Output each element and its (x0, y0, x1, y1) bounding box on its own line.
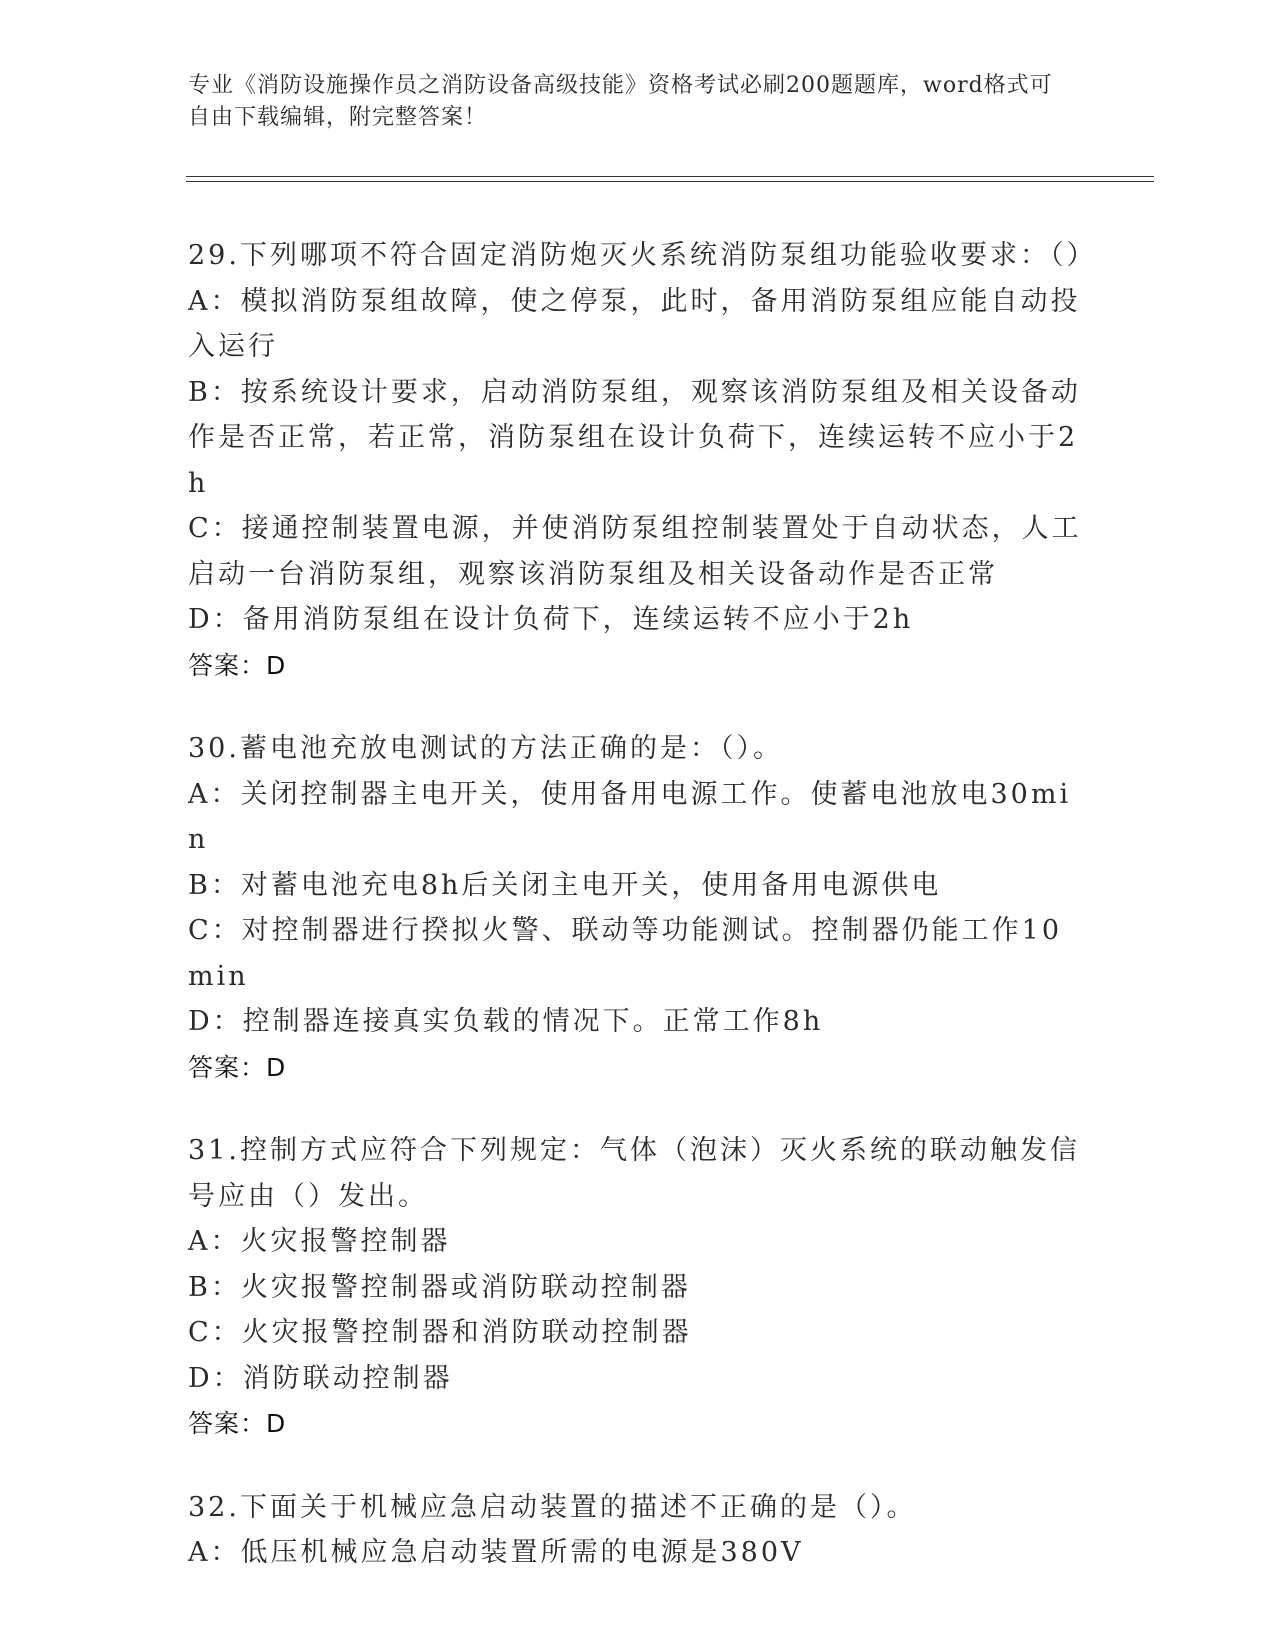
answer-label: 答案：D (188, 1409, 287, 1438)
option-c: C：对控制器进行揆拟火警、联动等功能测试。控制器仍能工作10min (188, 915, 1063, 992)
option-b: B：按系统设计要求，启动消防泵组，观察该消防泵组及相关设备动作是否正常，若正常，消防泵组在设计负荷下，连续运转不应小于2h (188, 376, 1081, 499)
question-30 (188, 726, 1088, 1090)
answer-label: 答案：D (188, 1052, 287, 1082)
header-title: 专业《消防设施操作员之消防设备高级技能》资格考试必刷200题题库，word格式可自由下载编辑，附完整答案！ (188, 73, 1053, 130)
option-a: A：模拟消防泵组故障，使之停泵，此时，备用消防泵组应能自动投入运行 (188, 285, 1081, 362)
question-32 (188, 1485, 1088, 1576)
option-b: B：火灾报警控制器或消防联动控制器 (188, 1271, 691, 1303)
question-29 (188, 233, 1097, 688)
document-header (188, 70, 1068, 134)
question-list (188, 233, 1097, 1614)
question-stem: 32.下面关于机械应急启动装置的描述不正确的是（）。 (188, 1491, 917, 1523)
option-d: D：备用消防泵组在设计负荷下，连续运转不应小于2h (188, 604, 914, 635)
option-c: C：火灾报警控制器和消防联动控制器 (188, 1317, 692, 1348)
option-d: D：控制器连接真实负载的情况下。正常工作8h (188, 1006, 824, 1037)
answer-label: 答案：D (188, 650, 287, 680)
option-d: D：消防联动控制器 (188, 1362, 453, 1394)
option-c: C：接通控制装置电源，并使消防泵组控制装置处于自动状态，人工启动一台消防泵组，观察该消防泵组及相关设备动作是否正常 (188, 513, 1082, 590)
question-stem: 30.蓄电池充放电测试的方法正确的是：（）。 (188, 733, 783, 764)
question-31 (188, 1128, 1088, 1447)
header-divider (186, 176, 1154, 182)
question-stem: 31.控制方式应符合下列规定：气体（泡沫）灭火系统的联动触发信号应由（）发出。 (188, 1135, 1080, 1212)
option-a: A：关闭控制器主电开关，使用备用电源工作。使蓄电池放电30min (188, 778, 1072, 855)
option-a: A：低压机械应急启动装置所需的电源是380V (188, 1537, 804, 1568)
question-stem: 29.下列哪项不符合固定消防炮灭火系统消防泵组功能验收要求：（） (188, 240, 1097, 271)
option-b: B：对蓄电池充电8h后关闭主电开关，使用备用电源供电 (188, 869, 942, 901)
option-a: A：火灾报警控制器 (188, 1226, 451, 1257)
